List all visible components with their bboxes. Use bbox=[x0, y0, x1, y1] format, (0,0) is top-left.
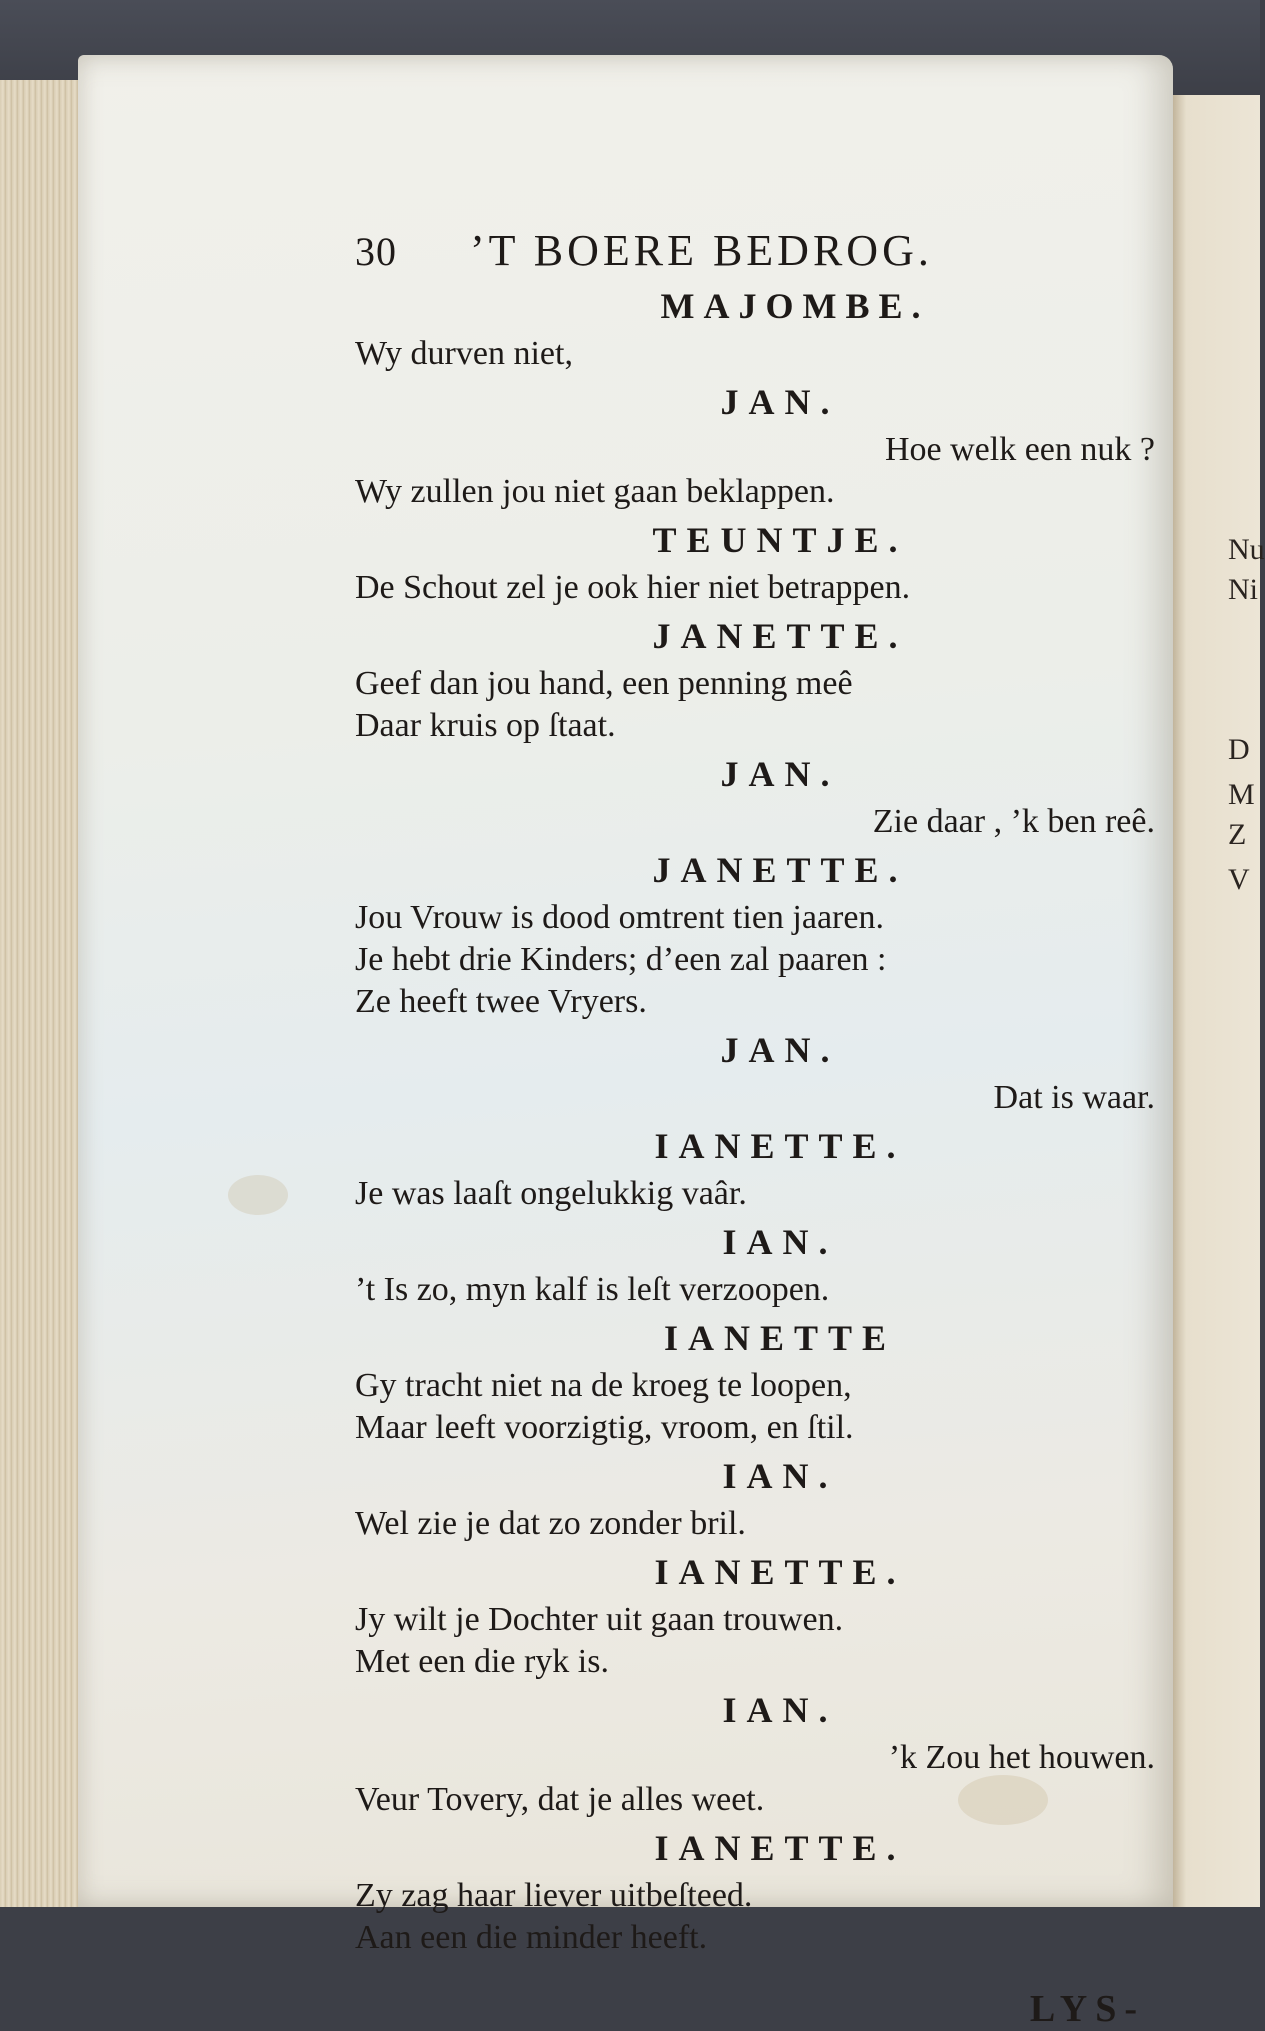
speaker-name: JAN. bbox=[720, 754, 840, 794]
speaker-name: IANETTE. bbox=[654, 1828, 906, 1868]
facing-page-fragment: V bbox=[1228, 863, 1250, 896]
speaker-name: JAN. bbox=[720, 382, 840, 422]
speaker-name: IAN. bbox=[722, 1690, 838, 1730]
verse-line: Gy tracht niet na de kroeg te loopen, bbox=[355, 1367, 852, 1404]
catchword: LYS- bbox=[1029, 1988, 1145, 2030]
facing-page-fragment: Ni bbox=[1228, 573, 1258, 606]
speaker-name: IAN. bbox=[722, 1222, 838, 1262]
verse-line: Jy wilt je Dochter uit gaan trouwen. bbox=[355, 1601, 844, 1638]
speaker-name: TEUNTJE. bbox=[652, 520, 908, 560]
verse-line: ’k Zou het houwen. bbox=[888, 1739, 1155, 1776]
verse-line: Jou Vrouw is dood omtrent tien jaaren. bbox=[355, 899, 884, 936]
verse-line: Hoe welk een nuk ? bbox=[884, 431, 1155, 468]
verse-line: Zy zag haar liever uitbeſteed. bbox=[355, 1877, 753, 1914]
verse-line: Je was laaſt ongelukkig vaâr. bbox=[355, 1175, 747, 1212]
speaker-name: IANETTE. bbox=[654, 1552, 906, 1592]
speaker-name: JANETTE. bbox=[652, 616, 908, 656]
speaker-name: JANETTE. bbox=[652, 850, 908, 890]
facing-page-fragment: Nu bbox=[1228, 533, 1265, 566]
book-title: ’T BOERE BEDROG. bbox=[470, 226, 933, 275]
verse-line: Met een die ryk is. bbox=[355, 1643, 609, 1680]
verse-line: Veur Tovery, dat je alles weet. bbox=[355, 1781, 765, 1818]
verse-line: Geef dan jou hand, een penning meê bbox=[355, 665, 853, 702]
verse-line: De Schout zel je ook hier niet betrappen. bbox=[355, 569, 911, 606]
verse-line: Ze heeft twee Vryers. bbox=[355, 983, 647, 1020]
dialogue bbox=[355, 279, 1165, 1959]
running-head bbox=[355, 225, 1165, 279]
speaker-name: IANETTE. bbox=[654, 1126, 906, 1166]
verse-line: Dat is waar. bbox=[993, 1079, 1155, 1116]
page-number: 30 bbox=[355, 229, 397, 274]
verse-line: Wy durven niet, bbox=[355, 335, 573, 372]
page-text bbox=[355, 225, 1165, 2031]
facing-page-fragment: M bbox=[1228, 778, 1255, 811]
facing-page-fragment: Z bbox=[1228, 818, 1247, 851]
verse-line: Je hebt drie Kinders; d’een zal paaren : bbox=[355, 941, 887, 978]
verse-line: Zie daar , ’k ben reê. bbox=[872, 803, 1155, 840]
facing-page bbox=[1170, 95, 1265, 1907]
verse-line: Maar leeft voorzigtig, vroom, en ſtil. bbox=[355, 1409, 854, 1446]
speaker-name: MAJOMBE. bbox=[660, 286, 930, 326]
verse-line: ’t Is zo, myn kalf is leſt verzoopen. bbox=[355, 1271, 830, 1308]
speaker-name: IAN. bbox=[722, 1456, 838, 1496]
speaker-name: IANETTE bbox=[663, 1318, 897, 1358]
facing-page-fragment: D bbox=[1228, 733, 1250, 766]
verse-line: Wy zullen jou niet gaan beklappen. bbox=[355, 473, 835, 510]
verse-line: Wel zie je dat zo zonder bril. bbox=[355, 1505, 746, 1542]
speaker-name: JAN. bbox=[720, 1030, 840, 1070]
verse-line: Daar kruis op ſtaat. bbox=[355, 707, 616, 744]
verse-line: Aan een die minder heeft. bbox=[355, 1919, 708, 1956]
page-stain bbox=[228, 1175, 288, 1215]
